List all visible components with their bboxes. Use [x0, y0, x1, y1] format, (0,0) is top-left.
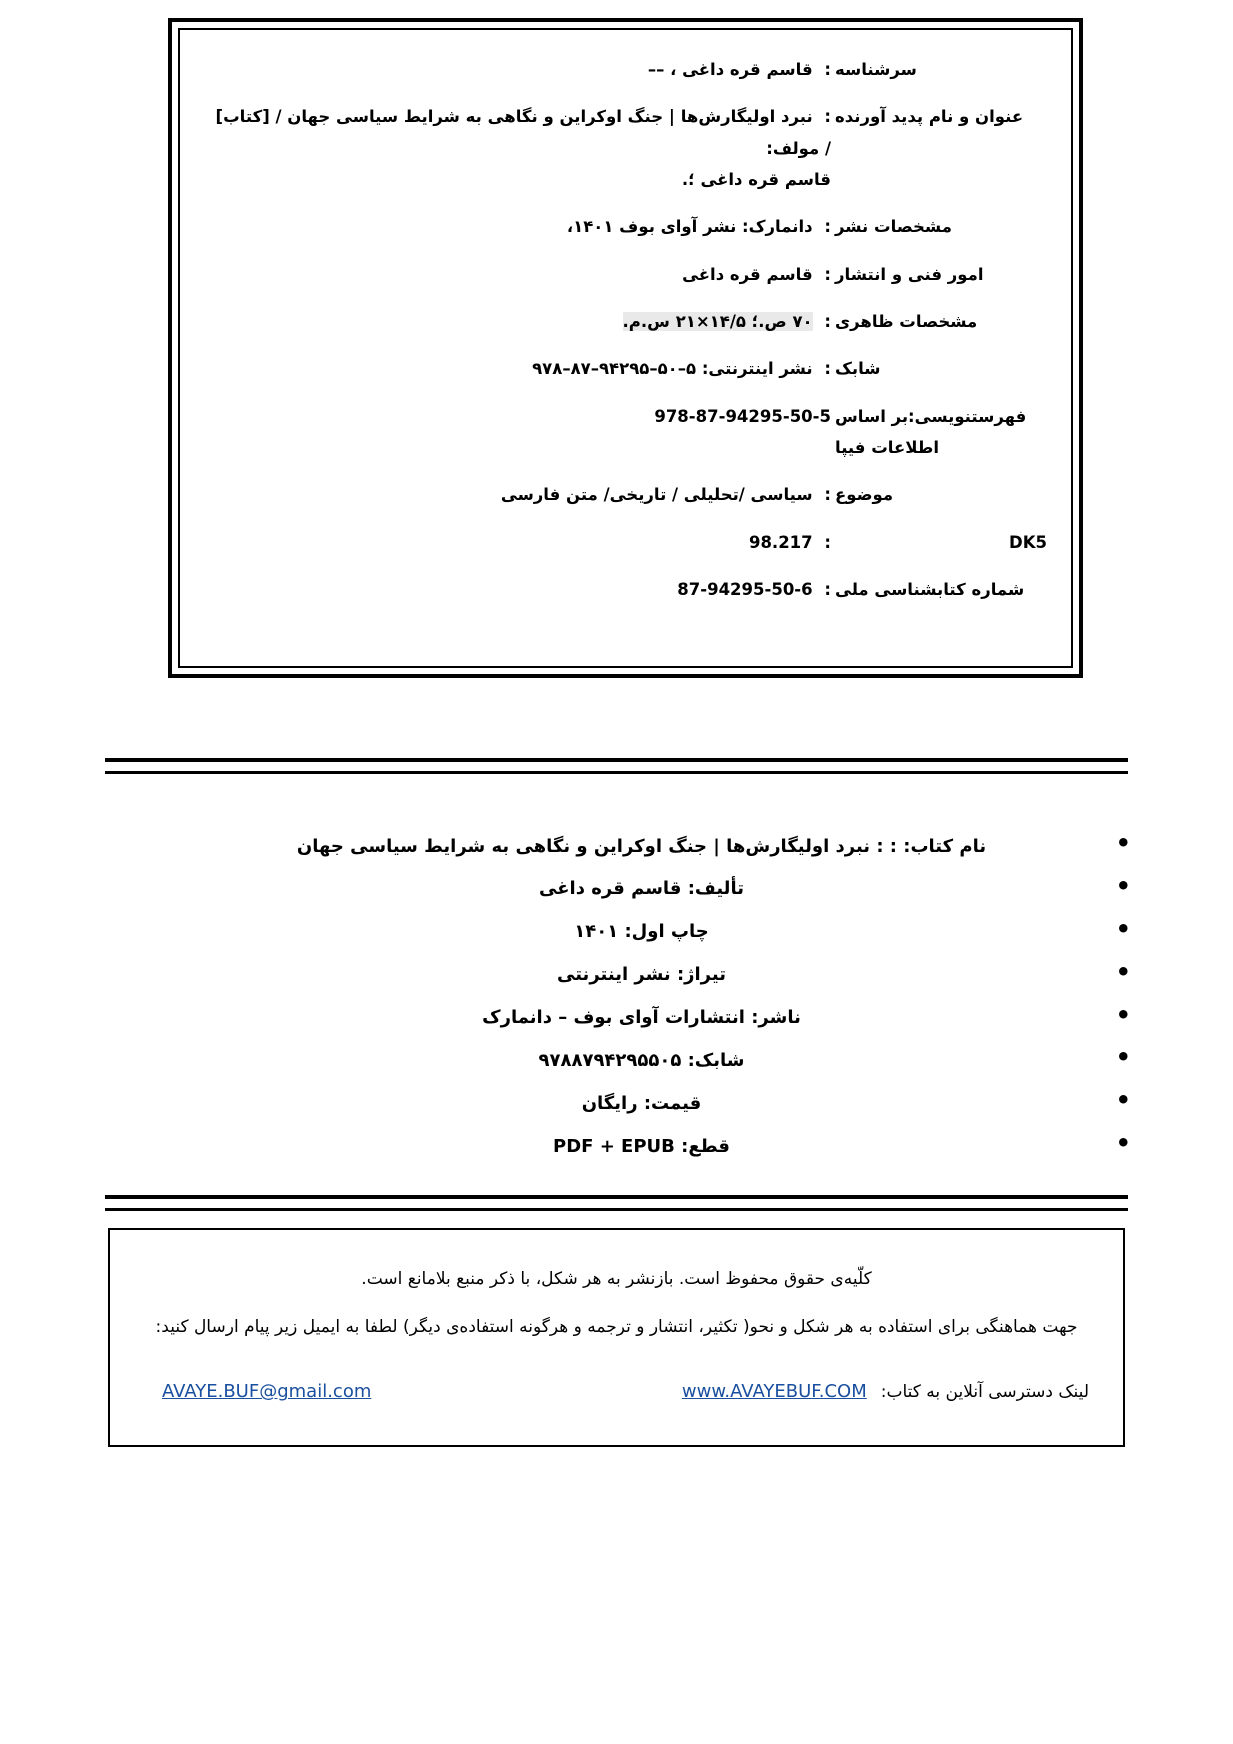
colon-separator: :	[824, 217, 831, 237]
cip-value-text: 978-87-94295-50-5	[654, 406, 831, 426]
cip-label: سرشناسه	[835, 60, 917, 79]
cip-value	[202, 300, 833, 347]
cip-value	[202, 521, 833, 568]
colon-separator: :	[824, 107, 831, 127]
colon-separator: :	[824, 485, 831, 505]
divider-rule-top	[105, 758, 1128, 774]
permission-text: جهت هماهنگی برای استفاده به هر شکل و نحو( تکثیر، انتشار و ترجمه و هرگونه استفاده‌ی دیگر) لطفا به ایمیل زیر پیام ارسال کنید:	[155, 1316, 1078, 1337]
list-item: • نام کتاب: : : نبرد اولیگارش‌ها | جنگ اوکراین و نگاهی به شرایط سیاسی جهان	[180, 825, 1103, 868]
colon-separator: :	[824, 580, 831, 600]
cip-box	[168, 18, 1083, 678]
cip-label: مشخصات ظاهری	[835, 312, 978, 332]
colon-separator: :	[824, 532, 831, 552]
copyright-text: کلّیه‌ی حقوق محفوظ است. بازنشر به هر شکل، با ذکر منبع بلامانع است.	[361, 1269, 872, 1289]
cip-label: موضوع	[835, 485, 894, 505]
list-item: • چاپ اول: ۱۴۰۱	[180, 911, 1103, 954]
cip-value-text: نشر اینترنتی: ۵–۵۰–۹۴۲۹۵–۸۷–۹۷۸	[532, 359, 813, 379]
table-row	[202, 205, 1049, 252]
divider-rule-bottom	[105, 1195, 1128, 1211]
table-row	[202, 48, 1049, 95]
cip-value	[202, 205, 833, 252]
online-access-label: لینک دسترسی آنلاین به کتاب:	[880, 1382, 1089, 1403]
list-item: • ناشر: انتشارات آوای بوف – دانمارک	[180, 997, 1103, 1040]
cip-value	[202, 568, 833, 615]
cip-label-line1: فهرستنویسی:بر اساس	[835, 406, 1027, 426]
cip-value-text: قاسم قره داغی ، ––	[647, 60, 813, 79]
cip-label: شماره کتابشناسی ملی	[835, 580, 1025, 600]
list-item: • قیمت: رایگان	[180, 1082, 1103, 1125]
colon-separator: :	[824, 359, 831, 379]
cip-label-classification: DK5	[1009, 532, 1047, 552]
cip-value-text: 87-94295-50-6	[677, 580, 813, 600]
email-link[interactable]: AVAYE.BUF@gmail.com	[162, 1381, 372, 1403]
cip-value	[202, 95, 833, 205]
cip-label	[833, 395, 1049, 474]
list-item: • تألیف: قاسم قره داغی	[180, 868, 1103, 911]
colon-separator: :	[824, 312, 831, 332]
list-item: • قطع: PDF + EPUB	[180, 1125, 1103, 1168]
cip-label: مشخصات نشر	[835, 217, 952, 237]
table-row	[202, 253, 1049, 300]
list-item: • شابک: ۹۷۸۸۷۹۴۲۹۵۵۰۵	[180, 1039, 1103, 1082]
table-row	[202, 300, 1049, 347]
website-link[interactable]: www.AVAYEBUF.COM	[681, 1381, 867, 1403]
cip-value	[202, 253, 833, 300]
cip-value	[202, 347, 833, 394]
cip-value-text: سیاسی /تحلیلی / تاریخی/ متن فارسی	[500, 485, 813, 505]
cip-value-text: ۷۰ ص.؛ ۱۴/۵×۲۱ س.م.	[622, 312, 813, 332]
cip-value-text-line2: قاسم قره داغی ؛.	[681, 170, 831, 190]
cip-value-text: قاسم قره داغی	[682, 264, 813, 284]
colon-separator: :	[824, 60, 831, 79]
table-row	[202, 347, 1049, 394]
copyright-box	[108, 1228, 1125, 1447]
book-metadata-list	[180, 825, 1103, 1168]
cip-value	[202, 395, 833, 474]
colon-separator: :	[824, 264, 831, 284]
cip-value	[202, 473, 833, 520]
cip-box-inner	[178, 28, 1073, 668]
table-row	[202, 395, 1049, 474]
table-row	[202, 95, 1049, 205]
cip-label-line2: اطلاعات فیپا	[835, 438, 939, 458]
cip-label: شابک	[835, 359, 881, 379]
table-row	[202, 521, 1049, 568]
cip-table	[202, 48, 1049, 615]
list-item: • تیراژ: نشر اینترنتی	[180, 954, 1103, 997]
online-access-row	[144, 1351, 1089, 1417]
table-row	[202, 473, 1049, 520]
cip-label: امور فنی و انتشار	[835, 264, 984, 284]
cip-value	[202, 48, 833, 95]
cip-label: عنوان و نام پدید آورنده	[835, 107, 1024, 127]
cip-value-text: نبرد اولیگارش‌ها | جنگ اوکراین و نگاهی به شرایط سیاسی جهان / [کتاب] / مولف:	[215, 107, 831, 158]
table-row	[202, 568, 1049, 615]
cip-value-text: دانمارک: نشر آوای بوف ۱۴۰۱،	[566, 217, 813, 237]
cip-value-text: 98.217	[748, 532, 813, 552]
